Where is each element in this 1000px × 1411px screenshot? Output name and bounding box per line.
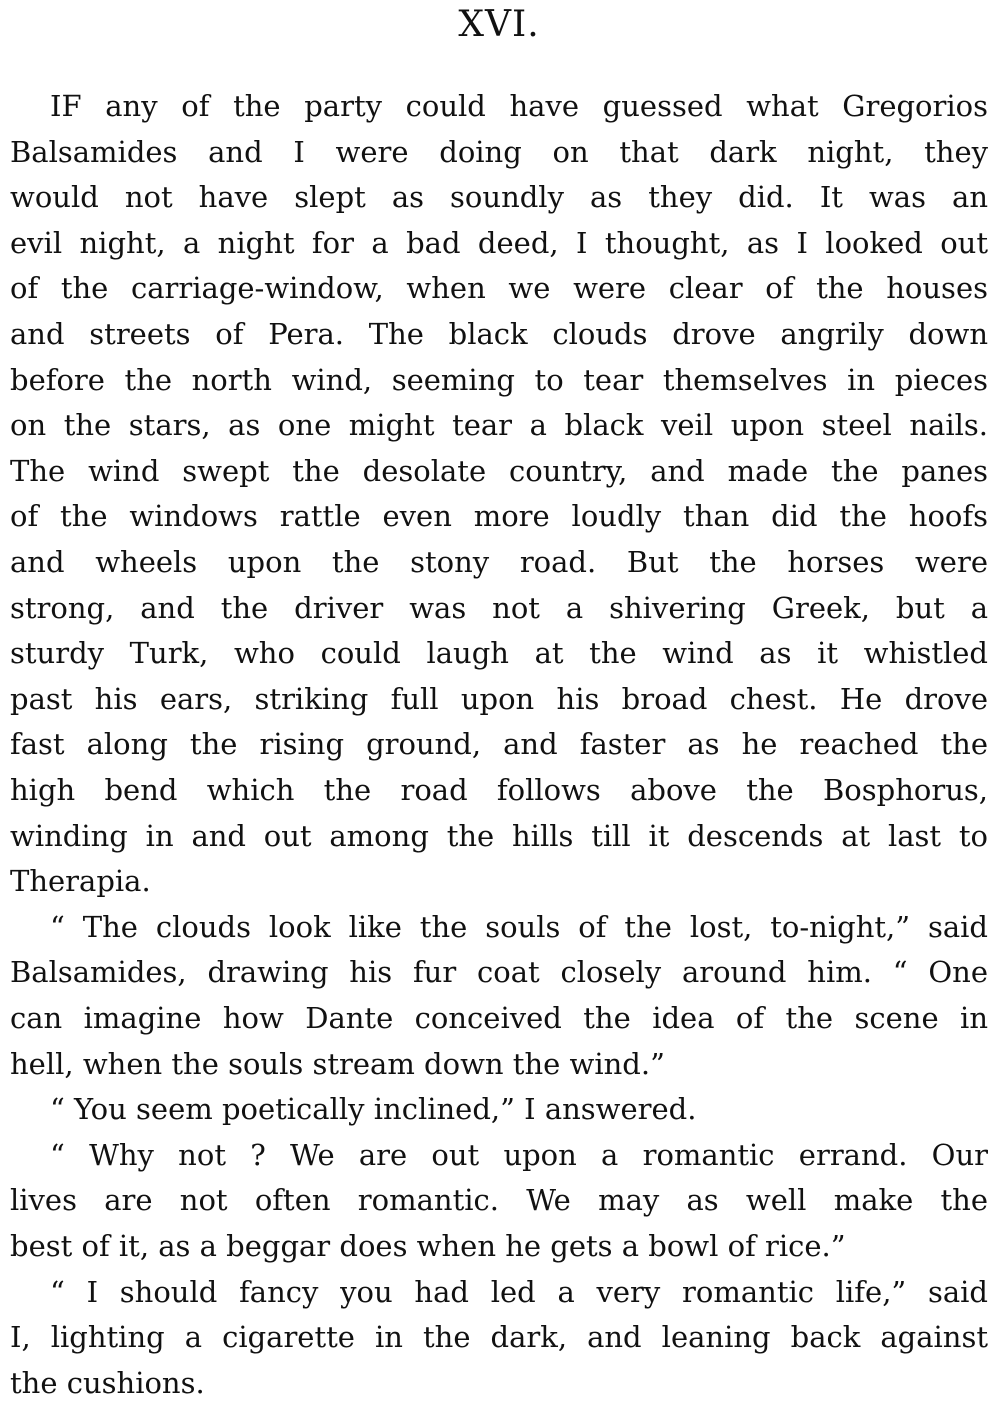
text-line: “ I should fancy you had led a very romantic life,” said: [50, 1274, 988, 1309]
text-line: “ You seem poetically inclined,” I answered.: [50, 1092, 697, 1127]
text-line: Balsamides and I were doing on that dark night, they: [10, 134, 988, 169]
text-line: I, lighting a cigarette in the dark, and leaning back against: [10, 1320, 988, 1355]
text-line: and wheels upon the stony road. But the horses were: [10, 545, 988, 579]
text-line: of the carriage-window, when we were clear of the houses: [10, 271, 988, 306]
text-line: the cushions.: [10, 1365, 205, 1400]
text-line: would not have slept as soundly as they did. It was an: [10, 180, 988, 215]
text-line: high bend which the road follows above the Bosphorus,: [10, 773, 988, 807]
text-line: best of it, as a beggar does when he gets a bowl of rice.”: [10, 1229, 846, 1263]
text-line: before the north wind, seeming to tear themselves in pieces: [10, 362, 988, 397]
text-line: lives are not often romantic. We may as well make the: [10, 1183, 988, 1218]
text-line: can imagine how Dante conceived the idea of the scene in: [10, 1001, 988, 1035]
text-line: strong, and the driver was not a shivering Greek, but a: [10, 590, 988, 625]
text-line: past his ears, striking full upon his broad chest. He drove: [10, 681, 988, 716]
text-line: Balsamides, drawing his fur coat closely around him. “ One: [10, 955, 988, 990]
text-line: on the stars, as one might tear a black veil upon steel nails.: [10, 408, 988, 443]
text-line: “ The clouds look like the souls of the lost, to-night,” said: [50, 909, 988, 944]
text-line: fast along the rising ground, and faster as he reached the: [10, 727, 988, 762]
text-line: sturdy Turk, who could laugh at the wind as it whistled: [10, 636, 988, 671]
text-line: of the windows rattle even more loudly than did the hoofs: [10, 499, 988, 534]
text-line: hell, when the souls stream down the wind.”: [10, 1046, 665, 1081]
text-line: Therapia.: [10, 864, 151, 899]
text-line: winding in and out among the hills till it descends at last to: [10, 818, 988, 853]
book-page: [10, 0, 988, 1411]
text-line: The wind swept the desolate country, and made the panes: [10, 453, 988, 488]
text-line: “ Why not ? We are out upon a romantic errand. Our: [50, 1137, 988, 1172]
text-line: IF any of the party could have guessed what Gregorios: [50, 89, 988, 123]
text-line: and streets of Pera. The black clouds drove angrily down: [10, 317, 988, 351]
chapter-heading: XVI.: [458, 4, 540, 45]
text-line: evil night, a night for a bad deed, I thought, as I looked out: [10, 225, 988, 260]
